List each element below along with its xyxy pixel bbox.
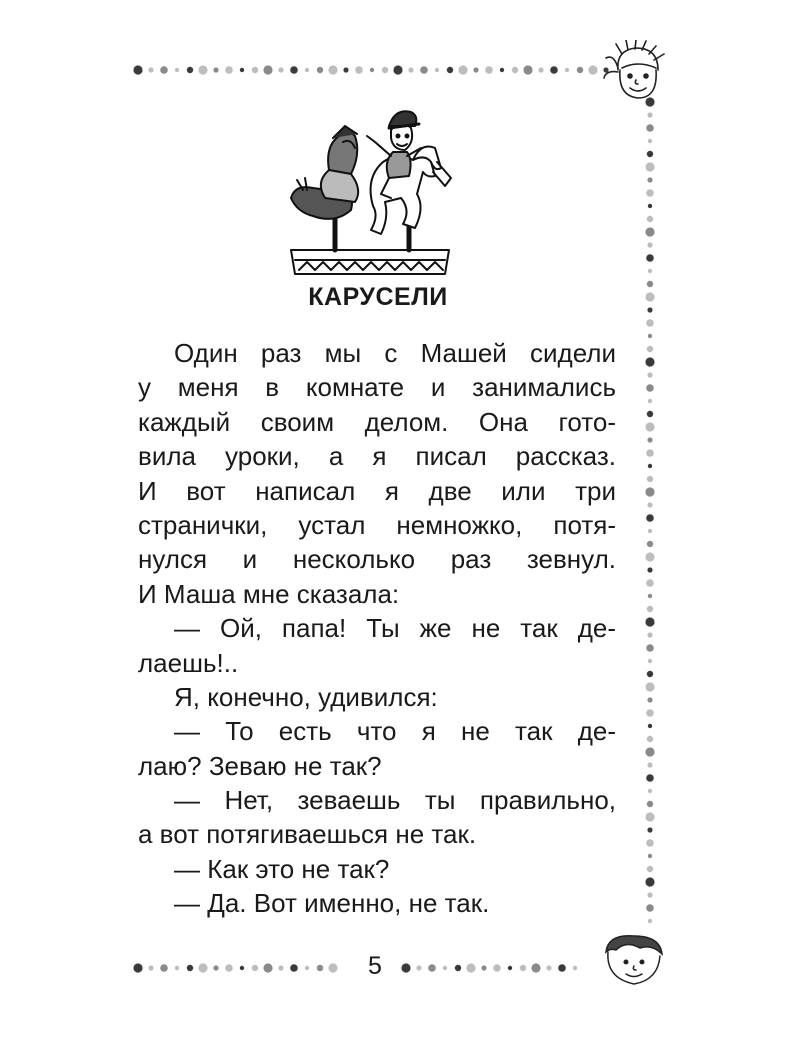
border-dot bbox=[588, 65, 597, 74]
story-title: КАРУСЕЛИ bbox=[308, 283, 448, 311]
text-line: — Как это не так? bbox=[174, 853, 390, 884]
border-dot bbox=[473, 67, 478, 72]
border-dot bbox=[263, 65, 272, 74]
border-dot bbox=[648, 594, 652, 598]
border-dot bbox=[416, 965, 421, 970]
border-dot bbox=[175, 68, 179, 72]
text-line: каждый своим делом. Она гото- bbox=[138, 406, 616, 437]
text-line: вила уроки, а я писал рассказ. bbox=[138, 441, 616, 472]
border-dot bbox=[647, 801, 653, 807]
border-dot bbox=[187, 965, 193, 971]
border-dot bbox=[647, 307, 652, 312]
border-dot bbox=[647, 567, 652, 572]
border-dot bbox=[647, 736, 653, 742]
border-dot bbox=[290, 964, 298, 972]
border-dot bbox=[647, 411, 653, 417]
girl-face-icon bbox=[602, 40, 672, 110]
border-dot bbox=[646, 254, 654, 262]
border-dot bbox=[187, 67, 193, 73]
border-dot bbox=[240, 68, 244, 72]
border-dot bbox=[225, 964, 233, 972]
border-dot bbox=[648, 464, 652, 468]
border-dot bbox=[647, 697, 652, 702]
border-dot bbox=[647, 177, 652, 182]
text-line: И вот написал я две или три bbox=[138, 475, 616, 506]
border-dot bbox=[370, 68, 374, 72]
border-dot bbox=[305, 68, 309, 72]
border-dot bbox=[485, 66, 493, 74]
border-dot bbox=[458, 65, 467, 74]
border-dot bbox=[646, 319, 654, 327]
decorative-dot-border-bottom-left bbox=[132, 960, 347, 976]
border-dot bbox=[647, 541, 653, 547]
border-dot bbox=[646, 449, 654, 457]
border-dot bbox=[645, 422, 654, 431]
border-dot bbox=[648, 919, 652, 923]
border-dot bbox=[645, 552, 654, 561]
border-dot bbox=[520, 965, 526, 971]
page-number: 5 bbox=[368, 952, 382, 980]
border-dot bbox=[481, 965, 486, 970]
border-dot bbox=[546, 965, 551, 970]
border-dot bbox=[648, 139, 652, 143]
border-dot bbox=[647, 281, 653, 287]
decorative-dot-border-bottom-right bbox=[400, 960, 590, 976]
text-line: у меня в комнате и занимались bbox=[138, 372, 616, 403]
border-dot bbox=[538, 67, 543, 72]
border-dot bbox=[647, 762, 652, 767]
border-dot bbox=[343, 67, 348, 72]
border-dot bbox=[648, 334, 652, 338]
border-dot bbox=[647, 242, 652, 247]
border-dot bbox=[550, 66, 558, 74]
border-dot bbox=[648, 854, 652, 858]
border-dot bbox=[647, 827, 652, 832]
border-dot bbox=[508, 966, 512, 970]
border-dot bbox=[645, 292, 654, 301]
text-line: лаю? Зеваю не так? bbox=[138, 750, 382, 781]
boy-face-icon bbox=[596, 930, 670, 990]
border-dot bbox=[645, 877, 654, 886]
border-dot bbox=[647, 216, 653, 222]
text-line: — Да. Вот именно, не так. bbox=[174, 888, 490, 919]
border-dot bbox=[213, 67, 218, 72]
border-dot bbox=[198, 963, 207, 972]
border-dot bbox=[252, 965, 258, 971]
border-dot bbox=[645, 812, 654, 821]
border-dot bbox=[648, 204, 652, 208]
border-dot bbox=[523, 65, 532, 74]
border-dot bbox=[355, 66, 363, 74]
border-dot bbox=[225, 66, 233, 74]
border-dot bbox=[647, 346, 653, 352]
border-dot bbox=[160, 66, 168, 74]
border-dot bbox=[133, 963, 142, 972]
text-line: а вот потягиваешься не так. bbox=[138, 819, 477, 850]
text-line: — Ой, папа! Ты же не так де- bbox=[174, 613, 616, 644]
border-dot bbox=[648, 789, 652, 793]
border-dot bbox=[213, 965, 218, 970]
border-dot bbox=[401, 963, 410, 972]
border-dot bbox=[648, 659, 652, 663]
text-line: странички, устал немножко, потя- bbox=[138, 509, 616, 540]
border-dot bbox=[420, 66, 428, 74]
border-dot bbox=[648, 724, 652, 728]
border-dot bbox=[646, 189, 654, 197]
border-dot bbox=[647, 151, 653, 157]
border-dot bbox=[278, 67, 283, 72]
border-dot bbox=[512, 67, 518, 73]
border-dot bbox=[198, 65, 207, 74]
border-dot bbox=[646, 709, 654, 717]
border-dot bbox=[646, 579, 654, 587]
border-dot bbox=[317, 67, 323, 73]
border-dot bbox=[647, 671, 653, 677]
border-dot bbox=[647, 502, 652, 507]
border-dot bbox=[133, 65, 142, 74]
border-dot bbox=[408, 67, 413, 72]
border-dot bbox=[647, 372, 652, 377]
text-line: — Нет, зеваешь ты правильно, bbox=[174, 785, 616, 816]
text-line: — То есть что я не так де- bbox=[174, 716, 616, 747]
border-dot bbox=[647, 892, 652, 897]
border-dot bbox=[645, 617, 654, 626]
border-dot bbox=[647, 476, 653, 482]
border-dot bbox=[648, 529, 652, 533]
border-dot bbox=[328, 963, 337, 972]
border-dot bbox=[305, 966, 309, 970]
border-dot bbox=[577, 67, 583, 73]
border-dot bbox=[175, 966, 179, 970]
border-dot bbox=[648, 399, 652, 403]
border-dot bbox=[558, 964, 566, 972]
border-dot bbox=[393, 65, 402, 74]
border-dot bbox=[290, 66, 298, 74]
border-dot bbox=[647, 437, 652, 442]
border-dot bbox=[455, 965, 461, 971]
border-dot bbox=[148, 965, 153, 970]
carousel-illustration bbox=[285, 98, 455, 276]
border-dot bbox=[645, 162, 654, 171]
border-dot bbox=[382, 67, 388, 73]
border-dot bbox=[646, 644, 654, 652]
border-dot bbox=[647, 112, 652, 117]
border-dot bbox=[646, 124, 654, 132]
border-dot bbox=[646, 514, 654, 522]
border-dot bbox=[645, 487, 654, 496]
border-dot bbox=[466, 963, 475, 972]
border-dot bbox=[435, 68, 439, 72]
border-dot bbox=[648, 269, 652, 273]
text-line: Я, конечно, удивился: bbox=[174, 681, 438, 712]
story-text bbox=[138, 336, 616, 921]
border-dot bbox=[148, 67, 153, 72]
border-dot bbox=[647, 606, 653, 612]
border-dot bbox=[646, 774, 654, 782]
border-dot bbox=[493, 964, 501, 972]
border-dot bbox=[645, 682, 654, 691]
border-dot bbox=[645, 227, 654, 236]
border-dot bbox=[646, 384, 654, 392]
decorative-dot-border-right bbox=[640, 96, 660, 926]
text-line: И Маша мне сказала: bbox=[138, 578, 400, 609]
border-dot bbox=[252, 67, 258, 73]
border-dot bbox=[240, 966, 244, 970]
border-dot bbox=[645, 747, 654, 756]
border-dot bbox=[447, 67, 453, 73]
decorative-dot-border-top bbox=[132, 62, 612, 78]
border-dot bbox=[573, 966, 577, 970]
border-dot bbox=[646, 904, 654, 912]
border-dot bbox=[278, 965, 283, 970]
border-dot bbox=[500, 68, 504, 72]
text-line: нулся и несколько раз зевнул. bbox=[138, 544, 616, 575]
border-dot bbox=[647, 632, 652, 637]
border-dot bbox=[263, 963, 272, 972]
border-dot bbox=[531, 963, 540, 972]
text-line: Один раз мы с Машей сидели bbox=[174, 338, 616, 368]
border-dot bbox=[443, 966, 447, 970]
border-dot bbox=[317, 965, 323, 971]
border-dot bbox=[645, 357, 654, 366]
border-dot bbox=[328, 65, 337, 74]
border-dot bbox=[565, 68, 569, 72]
border-dot bbox=[428, 964, 436, 972]
border-dot bbox=[647, 866, 653, 872]
border-dot bbox=[646, 839, 654, 847]
border-dot bbox=[160, 964, 168, 972]
text-line: лаешь!.. bbox=[138, 647, 239, 678]
